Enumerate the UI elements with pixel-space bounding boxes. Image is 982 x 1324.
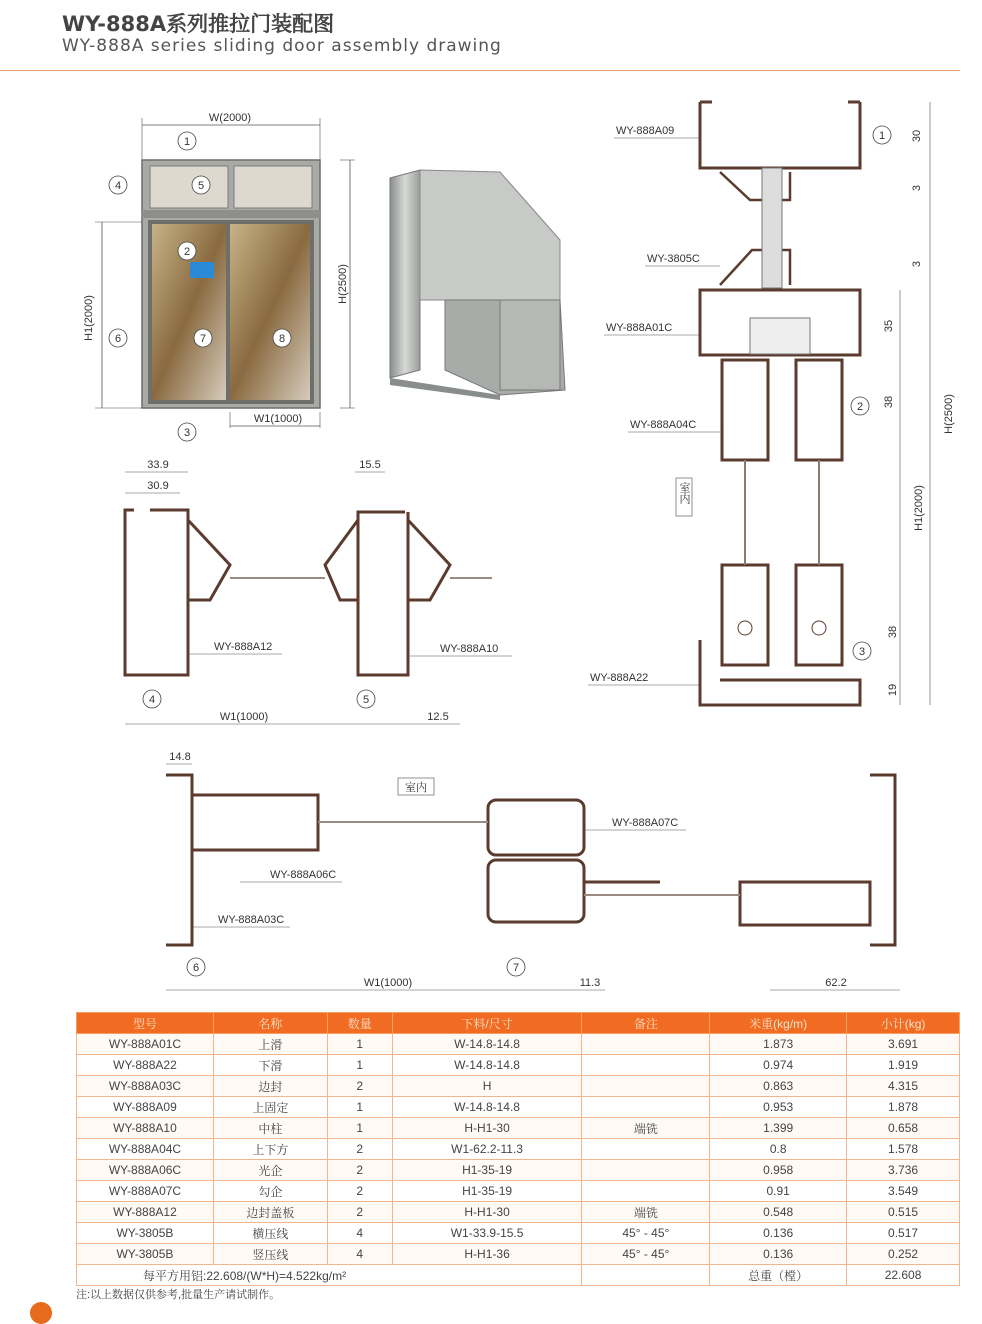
cell-unit-weight: 1.399 xyxy=(710,1118,847,1139)
table-summary-row xyxy=(77,1265,960,1286)
cell-name: 边封 xyxy=(213,1076,327,1097)
cell-subtotal: 3.691 xyxy=(847,1034,960,1055)
page-title: WY-888A系列推拉门装配图 xyxy=(62,12,335,36)
cell-name: 中柱 xyxy=(213,1118,327,1139)
fs-dim-12-5: 12.5 xyxy=(427,711,449,723)
hs-dim-w1: W1(1000) xyxy=(363,977,413,989)
cell-model: WY-3805B xyxy=(77,1244,214,1265)
fs-dim-15-5: 15.5 xyxy=(359,459,381,471)
cell-unit-weight: 0.136 xyxy=(710,1244,847,1265)
table-body xyxy=(77,1034,960,1265)
door-elevation xyxy=(83,112,355,441)
cell-remark: 端铣 xyxy=(582,1202,710,1223)
elev-w-label: W(2000) xyxy=(208,112,252,124)
elev-h1-label: H1(2000) xyxy=(83,295,95,341)
cell-cut-size: H-H1-30 xyxy=(392,1118,582,1139)
cell-name: 竖压线 xyxy=(213,1244,327,1265)
table-row xyxy=(77,1055,960,1076)
th-unit-weight: 米重(kg/m) xyxy=(710,1013,847,1034)
cell-cut-size: H xyxy=(392,1076,582,1097)
elev-marker-8: 8 xyxy=(278,333,286,345)
fs-dim-w1: W1(1000) xyxy=(219,711,269,723)
cell-name: 上滑 xyxy=(213,1034,327,1055)
cell-model: WY-888A01C xyxy=(77,1034,214,1055)
vs-part-a04c: WY-888A04C xyxy=(630,419,697,431)
cell-unit-weight: 0.953 xyxy=(710,1097,847,1118)
hs-dim-14-8: 14.8 xyxy=(169,751,191,763)
fs-dim-33-9: 33.9 xyxy=(147,459,169,471)
summary-per-sqm: 每平方用铝:22.608/(W*H)=4.522kg/m² xyxy=(77,1265,582,1286)
table-row xyxy=(77,1118,960,1139)
table-row xyxy=(77,1160,960,1181)
table-row xyxy=(77,1034,960,1055)
hs-indoor-label: 室内 xyxy=(405,782,427,794)
fixed-section-annotations xyxy=(125,459,512,724)
cell-name: 边封盖板 xyxy=(213,1202,327,1223)
elev-marker-6: 6 xyxy=(114,333,122,345)
vs-part-a22: WY-888A22 xyxy=(590,672,649,684)
hs-marker-7: 7 xyxy=(512,962,520,974)
cell-subtotal: 1.578 xyxy=(847,1139,960,1160)
vertical-section xyxy=(700,102,860,705)
cell-remark xyxy=(582,1160,710,1181)
cell-subtotal: 0.252 xyxy=(847,1244,960,1265)
elev-marker-1: 1 xyxy=(183,136,191,148)
assembly-drawing xyxy=(0,80,982,1005)
vs-part-a01c: WY-888A01C xyxy=(606,322,673,334)
cell-qty: 1 xyxy=(327,1118,392,1139)
cell-name: 勾企 xyxy=(213,1181,327,1202)
cell-subtotal: 1.919 xyxy=(847,1055,960,1076)
cell-subtotal: 1.878 xyxy=(847,1097,960,1118)
cell-name: 上固定 xyxy=(213,1097,327,1118)
cell-qty: 1 xyxy=(327,1055,392,1076)
fixed-section xyxy=(125,510,492,675)
cell-cut-size: W1-62.2-11.3 xyxy=(392,1139,582,1160)
vs-dim-3b: 3 xyxy=(911,260,923,268)
cell-remark xyxy=(582,1181,710,1202)
th-qty: 数量 xyxy=(327,1013,392,1034)
cell-unit-weight: 0.136 xyxy=(710,1223,847,1244)
hs-part-a06c: WY-888A06C xyxy=(270,869,337,881)
table-row xyxy=(77,1076,960,1097)
vs-dim-19: 19 xyxy=(887,683,899,697)
table-row xyxy=(77,1097,960,1118)
table-row xyxy=(77,1244,960,1265)
cell-qty: 1 xyxy=(327,1097,392,1118)
cell-qty: 2 xyxy=(327,1160,392,1181)
cell-qty: 1 xyxy=(327,1034,392,1055)
cell-model: WY-888A06C xyxy=(77,1160,214,1181)
cell-model: WY-888A04C xyxy=(77,1139,214,1160)
vs-marker-1: 1 xyxy=(878,130,886,142)
cell-cut-size: W-14.8-14.8 xyxy=(392,1055,582,1076)
elev-h-label: H(2500) xyxy=(337,264,349,304)
footnote: 注:以上数据仅供参考,批量生产请试制作。 xyxy=(76,1289,281,1301)
cell-model: WY-888A22 xyxy=(77,1055,214,1076)
cell-unit-weight: 0.548 xyxy=(710,1202,847,1223)
cell-qty: 2 xyxy=(327,1202,392,1223)
cell-cut-size: W1-33.9-15.5 xyxy=(392,1223,582,1244)
table-header-row xyxy=(77,1013,960,1034)
vs-part-3805c: WY-3805C xyxy=(647,253,700,265)
cell-cut-size: W-14.8-14.8 xyxy=(392,1097,582,1118)
cell-qty: 2 xyxy=(327,1076,392,1097)
vs-marker-2: 2 xyxy=(856,401,864,413)
cell-model: WY-888A09 xyxy=(77,1097,214,1118)
cell-subtotal: 4.315 xyxy=(847,1076,960,1097)
cell-cut-size: H1-35-19 xyxy=(392,1181,582,1202)
cell-cut-size: W-14.8-14.8 xyxy=(392,1034,582,1055)
cell-unit-weight: 1.873 xyxy=(710,1034,847,1055)
elev-marker-2: 2 xyxy=(183,246,191,258)
table-row xyxy=(77,1202,960,1223)
elev-marker-5: 5 xyxy=(197,180,205,192)
cell-subtotal: 3.736 xyxy=(847,1160,960,1181)
spec-table xyxy=(76,1012,960,1286)
summary-label: 总重（樘） xyxy=(710,1265,847,1286)
page-corner-dot xyxy=(30,1302,52,1324)
fs-marker-4: 4 xyxy=(148,694,156,706)
cell-remark xyxy=(582,1034,710,1055)
vs-dim-35: 35 xyxy=(883,319,895,333)
cell-remark xyxy=(582,1055,710,1076)
cell-remark: 45° - 45° xyxy=(582,1223,710,1244)
title-rule xyxy=(0,70,960,71)
cell-model: WY-888A10 xyxy=(77,1118,214,1139)
fs-part-a12: WY-888A12 xyxy=(214,641,273,653)
cell-subtotal: 0.517 xyxy=(847,1223,960,1244)
cell-name: 下滑 xyxy=(213,1055,327,1076)
cell-unit-weight: 0.863 xyxy=(710,1076,847,1097)
cell-remark xyxy=(582,1076,710,1097)
cell-name: 横压线 xyxy=(213,1223,327,1244)
cell-cut-size: H-H1-36 xyxy=(392,1244,582,1265)
cell-unit-weight: 0.958 xyxy=(710,1160,847,1181)
profile-3d-render xyxy=(390,170,565,400)
cell-subtotal: 3.549 xyxy=(847,1181,960,1202)
table-row xyxy=(77,1223,960,1244)
cell-model: WY-888A03C xyxy=(77,1076,214,1097)
elev-w1-label: W1(1000) xyxy=(253,413,303,425)
th-cut-size: 下料/尺寸 xyxy=(392,1013,582,1034)
hs-part-a03c: WY-888A03C xyxy=(218,914,285,926)
cell-remark: 端铣 xyxy=(582,1118,710,1139)
hs-part-a07c: WY-888A07C xyxy=(612,817,679,829)
vs-marker-3: 3 xyxy=(858,646,866,658)
hs-dim-11-3: 11.3 xyxy=(579,977,601,989)
elev-marker-4: 4 xyxy=(114,180,122,192)
hs-dim-62-2: 62.2 xyxy=(825,977,847,989)
cell-remark xyxy=(582,1139,710,1160)
cell-cut-size: H-H1-30 xyxy=(392,1202,582,1223)
cell-qty: 4 xyxy=(327,1223,392,1244)
cell-cut-size: H1-35-19 xyxy=(392,1160,582,1181)
summary-spacer xyxy=(582,1265,710,1286)
summary-total: 22.608 xyxy=(847,1265,960,1286)
vs-part-a09: WY-888A09 xyxy=(616,125,675,137)
vs-dim-30: 30 xyxy=(911,129,923,143)
th-remark: 备注 xyxy=(582,1013,710,1034)
cell-model: WY-888A07C xyxy=(77,1181,214,1202)
elev-marker-7: 7 xyxy=(199,333,207,345)
cell-remark: 45° - 45° xyxy=(582,1244,710,1265)
fs-part-a10: WY-888A10 xyxy=(440,643,499,655)
cell-name: 上下方 xyxy=(213,1139,327,1160)
cell-qty: 4 xyxy=(327,1244,392,1265)
cell-unit-weight: 0.974 xyxy=(710,1055,847,1076)
vs-dim-h: H(2500) xyxy=(943,394,955,434)
cell-unit-weight: 0.8 xyxy=(710,1139,847,1160)
hs-marker-6: 6 xyxy=(192,962,200,974)
th-name: 名称 xyxy=(213,1013,327,1034)
cell-model: WY-3805B xyxy=(77,1223,214,1244)
horizontal-section-annotations xyxy=(166,751,900,990)
table-row xyxy=(77,1139,960,1160)
cell-qty: 2 xyxy=(327,1181,392,1202)
cell-subtotal: 0.658 xyxy=(847,1118,960,1139)
vs-dim-38a: 38 xyxy=(883,395,895,409)
cell-qty: 2 xyxy=(327,1139,392,1160)
vs-indoor-label: 室内 xyxy=(678,482,690,504)
fs-dim-30-9: 30.9 xyxy=(147,480,169,492)
table-row xyxy=(77,1181,960,1202)
cell-unit-weight: 0.91 xyxy=(710,1181,847,1202)
th-subtotal: 小计(kg) xyxy=(847,1013,960,1034)
fs-marker-5: 5 xyxy=(362,694,370,706)
cell-remark xyxy=(582,1097,710,1118)
page-subtitle: WY-888A series sliding door assembly drawing xyxy=(62,36,502,56)
cell-name: 光企 xyxy=(213,1160,327,1181)
elev-marker-3: 3 xyxy=(183,427,191,439)
th-model: 型号 xyxy=(77,1013,214,1034)
vs-dim-3a: 3 xyxy=(911,184,923,192)
vs-dim-38b: 38 xyxy=(887,625,899,639)
vs-dim-h1: H1(2000) xyxy=(913,485,925,531)
cell-subtotal: 0.515 xyxy=(847,1202,960,1223)
cell-model: WY-888A12 xyxy=(77,1202,214,1223)
